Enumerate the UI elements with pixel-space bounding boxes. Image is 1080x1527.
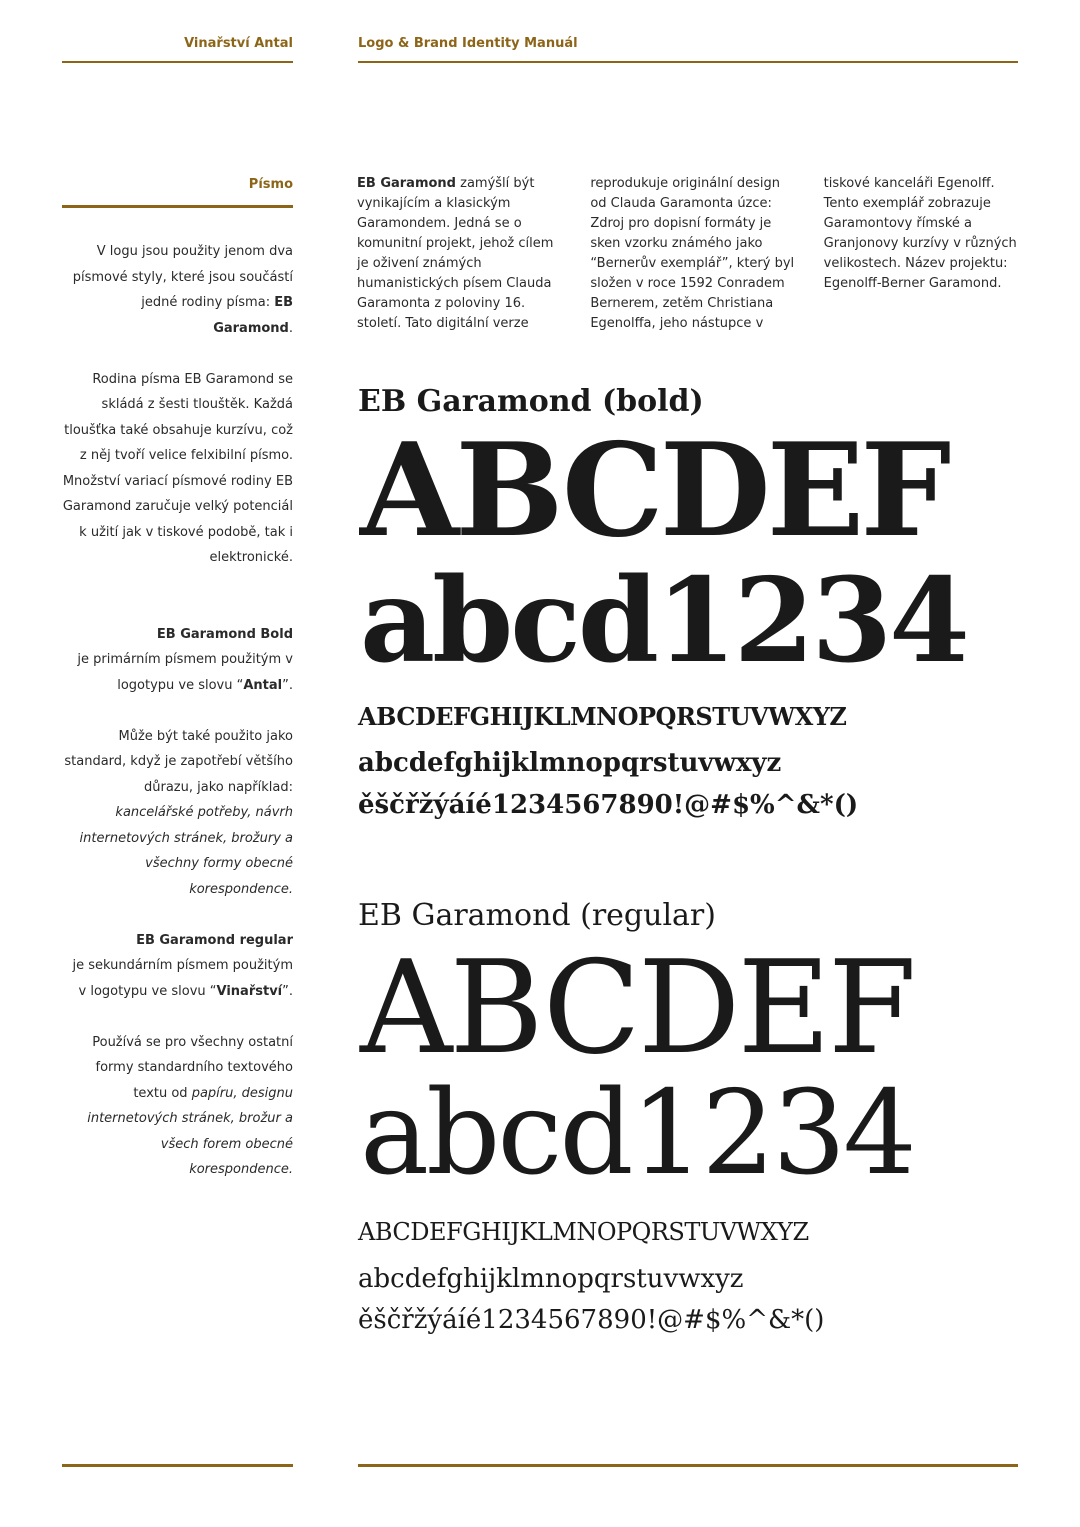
- regular-spec-chars: ěščřžýáíé1234567890!@#$%^&*(): [358, 1305, 825, 1335]
- bold-spec-lower: abcdefghijklmnopqrstuvwxyz: [358, 748, 782, 778]
- intro-text: EB Garamond zamýšlí být vynikajícím a klasickým Garamondem. Jedná se o komunitní projekt, jehož cílem je oživení známých humanistických písem Clauda Garamonta z poloviny 16. století. Tato digitální verze reprodukuje originální design od Clauda Garamonta úzce: Zdroj pro dopisní formáty je sken vzorku známého jako “Bernerův exemplář”, který byl složen v roce 1592 Conradem Bernerem, zetěm Christiana Egenolffa, jeho nástupce v tiskové kanceláři Egenolff. Tento exemplář zobrazuje Garamontovy římské a Granjonovy kurzívy v různých velikostech. Název projektu: Egenolff-Berner Garamond.: [357, 176, 1017, 331]
- footer-rule-right: [358, 1464, 1018, 1467]
- header-title: Logo & Brand Identity Manuál: [358, 36, 578, 51]
- footer-rule-left: [62, 1464, 293, 1467]
- sidebar-p5: EB Garamond regular je sekundárním písmem použitým v logotypu ve slovu “Vinařství”.: [72, 932, 293, 999]
- bold-spec-big-upper: ABCDEF: [360, 416, 948, 566]
- bold-spec-chars: ěščřžýáíé1234567890!@#$%^&*(): [358, 790, 859, 820]
- regular-spec-big-lower: abcd1234: [360, 1066, 914, 1201]
- regular-spec-big-upper: ABCDEF: [360, 934, 914, 1083]
- bold-spec-big-lower: abcd1234: [360, 553, 967, 689]
- header-rule-left: [62, 61, 293, 63]
- sidebar-p1: V logu jsou použity jenom dva písmové styly, které jsou součástí jedné rodiny písma: EB Garamond.: [72, 244, 293, 336]
- sidebar-p2: Rodina písma EB Garamond se skládá z šesti tlouštěk. Každá tloušťka také obsahuje kurzívu, což z něj tvoří velice felxibilní písmo. Množství variací písmové rodiny EB Garamond zaručuje velký potenciál k užití jak v tiskové podobě, tak i elektronické.: [62, 371, 293, 565]
- bold-spec-title: EB Garamond (bold): [358, 384, 704, 419]
- sidebar-p4: Může být také použito jako standard, když je zapotřebí většího důrazu, jako například: kancelářské potřeby, návrh internetových stránek, brožury a všechny formy obecné korespondence.: [64, 728, 293, 897]
- sidebar-p3: EB Garamond Bold je primárním písmem použitým v logotypu ve slovu “Antal”.: [77, 626, 293, 693]
- regular-spec-upper: ABCDEFGHIJKLMNOPQRSTUVWXYZ: [358, 1218, 809, 1246]
- sidebar-p6: Používá se pro všechny ostatní formy standardního textového textu od papíru, designu internetových stránek, brožur a všech forem obecné korespondence.: [87, 1034, 293, 1177]
- regular-spec-lower: abcdefghijklmnopqrstuvwxyz: [358, 1264, 744, 1294]
- section-rule: [62, 205, 293, 208]
- section-title: Písmo: [248, 177, 293, 192]
- bold-spec-upper: ABCDEFGHIJKLMNOPQRSTUVWXYZ: [358, 702, 847, 731]
- header-brand: Vinařství Antal: [184, 36, 293, 51]
- header-rule-right: [358, 61, 1018, 63]
- sidebar-text: [62, 239, 293, 1183]
- regular-spec-title: EB Garamond (regular): [358, 898, 716, 933]
